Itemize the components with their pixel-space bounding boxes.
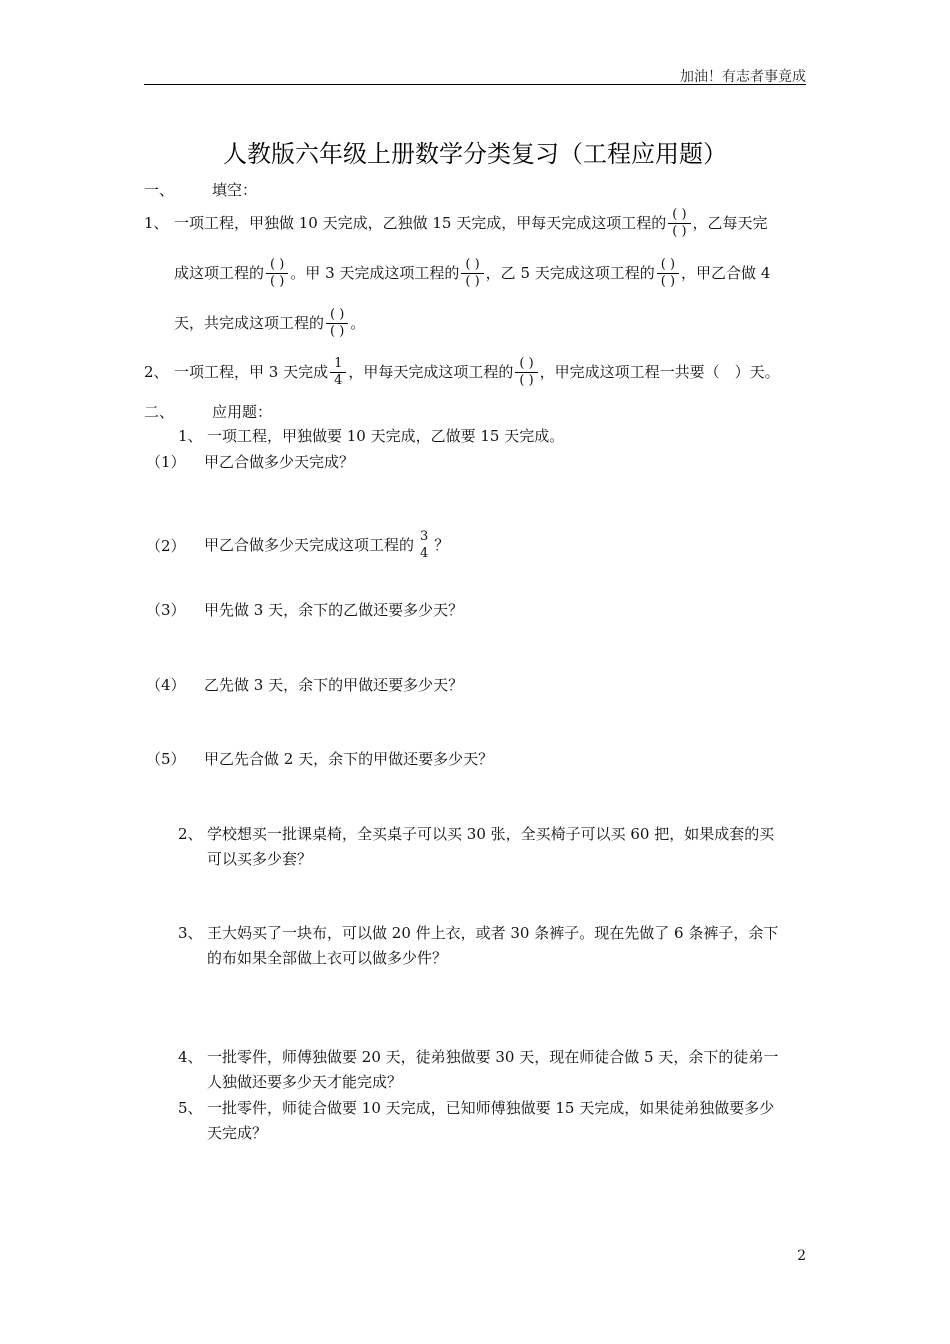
text: ，乙 5 天完成这项工程的: [485, 264, 655, 282]
problem-2-number: 2、: [178, 825, 203, 843]
problem-2-line2: 可以买多少套？: [207, 850, 313, 868]
problem-5-number: 5、: [178, 1099, 203, 1117]
section-2-heading: 应用题：: [212, 403, 273, 421]
problem-4-line1: 一批零件，师傅独做要 20 天，徒弟独做要 30 天，现在师徒合做 5 天，余下的徒弟一: [207, 1048, 779, 1066]
problem-5-line1: 一批零件，师徒合做要 10 天完成，已知师傅独做要 15 天完成，如果徒弟独做要多少: [207, 1099, 775, 1117]
header-motto: 加油！有志者事竟成: [680, 69, 806, 85]
text: 甲乙合做多少天完成这项工程的: [204, 536, 415, 554]
text: 一项工程，甲独做 10 天完成，乙独做 15 天完成，甲每天完成这项工程的: [174, 214, 667, 232]
header-rule: [144, 84, 806, 85]
text: ？: [434, 536, 450, 554]
problem-3-number: 3、: [178, 924, 203, 942]
problem-3-line1: 王大妈买了一块布，可以做 20 件上衣，或者 30 条裤子。现在先做了 6 条裤子，余下: [207, 924, 779, 942]
sub-3-text: 甲先做 3 天，余下的乙做还要多少天？: [204, 601, 464, 619]
problem-4-number: 4、: [178, 1048, 203, 1066]
sub-5-number: （5）: [146, 750, 186, 768]
blank-fraction: $\frac{( )}{( )}$: [668, 208, 690, 239]
sub-1-number: （1）: [146, 453, 186, 471]
problem-1-number: 1、: [178, 427, 203, 445]
sub-4-text: 乙先做 3 天，余下的甲做还要多少天？: [204, 676, 464, 694]
blank-fraction: $\frac{( )}{( )}$: [657, 258, 679, 289]
fill-q2-line: [174, 352, 780, 392]
fill-q1-line1: [174, 203, 768, 243]
blank-fraction: $\frac{( )}{( )}$: [461, 258, 483, 289]
sub-5-text: 甲乙先合做 2 天，余下的甲做还要多少天？: [204, 750, 494, 768]
fraction-one-quarter: $\frac{1}{4}$: [330, 357, 346, 388]
section-2-number: 二、: [144, 403, 175, 421]
text: 。: [350, 314, 366, 332]
text: ，乙每天完: [692, 214, 768, 232]
problem-2-line1: 学校想买一批课桌椅，全买桌子可以买 30 张，全买椅子可以买 60 把，如果成套的买: [207, 825, 775, 843]
document-title: 人教版六年级上册数学分类复习（工程应用题）: [223, 140, 727, 168]
text: ，甲每天完成这项工程的: [348, 363, 514, 381]
blank-fraction: $\frac{( )}{( )}$: [266, 258, 288, 289]
section-1-number: 一、: [144, 181, 175, 199]
problem-3-line2: 的布如果全部做上衣可以做多少件？: [207, 949, 448, 967]
sub-2-number: （2）: [146, 537, 186, 555]
fill-q1-line3: [174, 303, 365, 343]
fill-q1-number: 1、: [144, 214, 169, 232]
problem-1-text: 一项工程，甲独做要 10 天完成，乙做要 15 天完成。: [207, 427, 565, 445]
fill-q1-line2: [174, 253, 770, 293]
fill-q2-number: 2、: [144, 363, 169, 381]
blank-fraction: $\frac{( )}{( )}$: [326, 308, 348, 339]
text: 一项工程，甲 3 天完成: [174, 363, 329, 381]
sub-4-number: （4）: [146, 676, 186, 694]
page-number: 2: [797, 1248, 806, 1264]
section-1-heading: 填空：: [212, 181, 258, 199]
sub-3-number: （3）: [146, 601, 186, 619]
text: 天，共完成这项工程的: [174, 314, 325, 332]
problem-4-line2: 人独做还要多少天才能完成？: [207, 1073, 403, 1091]
fraction-three-quarters: 3 4: [420, 528, 429, 561]
text: ，甲乙合做 4: [681, 264, 771, 282]
sub-2-line: [204, 525, 449, 565]
sub-1-text: 甲乙合做多少天完成？: [204, 453, 355, 471]
blank-fraction: $\frac{( )}{( )}$: [515, 357, 537, 388]
problem-5-line2: 天完成？: [207, 1124, 268, 1142]
text: 成这项工程的: [174, 264, 265, 282]
text: ，甲完成这项工程一共要（ ）天。: [539, 363, 780, 381]
text: 。甲 3 天完成这项工程的: [290, 264, 460, 282]
